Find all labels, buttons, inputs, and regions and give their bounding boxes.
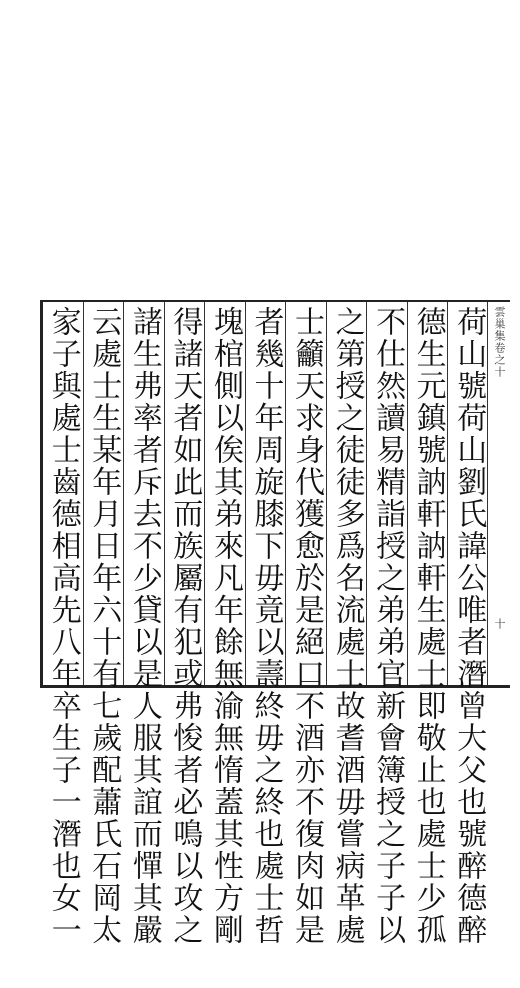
text-column <box>204 302 245 946</box>
text-column <box>407 302 448 946</box>
margin-page-number: 十 <box>493 618 506 629</box>
text-column <box>285 302 326 946</box>
column-text: 云處士生某年月日年六十有七歲配蕭氏石岡太 <box>86 306 122 946</box>
column-text: 之第授之徒徒多爲名流處士故耆酒毋嘗病革處 <box>329 306 365 946</box>
column-text: 士籲天求身代獲愈於是絕口不酒亦不復肉如是 <box>289 306 325 946</box>
column-text: 塊棺側以俟其弟來凡年餘無渝無惰蓋其性方剛 <box>207 306 243 946</box>
side-margin <box>487 302 510 685</box>
page-frame <box>40 300 510 946</box>
text-column <box>447 302 488 946</box>
text-column <box>326 302 367 946</box>
text-column <box>366 302 407 946</box>
text-column <box>83 302 124 946</box>
text-column <box>43 302 83 946</box>
column-text: 者幾十年周旋膝下毋竟以壽終毋之終也處士哲 <box>248 306 284 946</box>
column-text: 諸生弗率者斥去不少貸以是人服其誼而憚其嚴 <box>126 306 162 946</box>
column-text: 不仕然讀易精詣授之弟弟官新會簿授之子子以 <box>370 306 406 946</box>
text-columns <box>43 302 488 946</box>
text-column <box>245 302 286 946</box>
text-column <box>123 302 164 946</box>
column-text: 德生元鎮號訥軒訥軒生處士即敬止也處士少孤 <box>410 306 446 946</box>
margin-title: 雲巢集卷之十 <box>493 306 506 378</box>
column-text: 家子與處士齒德相高先八年卒生子一潛也女一 <box>45 306 81 946</box>
column-text: 荷山號荷山劉氏諱公唯者潛曾大父也號醉德醉 <box>451 306 487 946</box>
text-column <box>164 302 205 946</box>
column-text: 得諸天者如此而族屬有犯或弗悛者必鳴以攻之 <box>167 306 203 946</box>
